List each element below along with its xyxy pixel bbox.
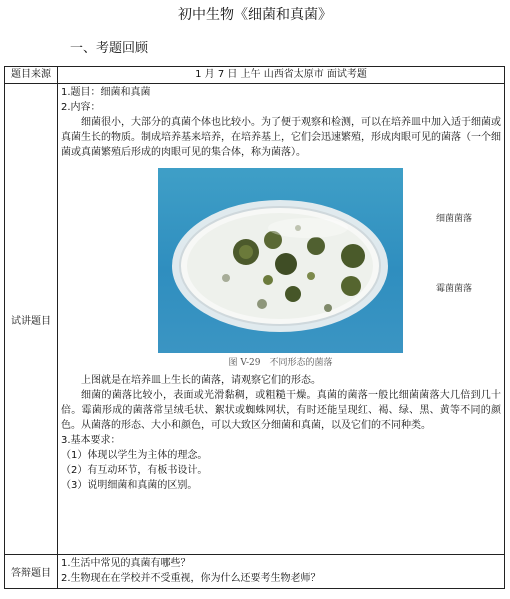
- answer-question-2: 2.生物现在在学校并不受重视，你为什么还要考生物老师？: [61, 573, 321, 584]
- petri-dish-photo: [158, 168, 403, 353]
- exam-table: [4, 66, 505, 589]
- requirements-heading: 3.基本要求：: [61, 435, 121, 446]
- requirement-2: （2）有互动环节，有板书设计。: [61, 465, 208, 476]
- figure: [158, 168, 484, 373]
- figure-caption: 图 V-29 不同形态的菌落: [228, 358, 333, 368]
- topic-label: 试讲题目: [5, 84, 58, 555]
- answer-question-1: 1.生活中常见的真菌有哪些？: [61, 558, 191, 569]
- source-row: [5, 67, 505, 84]
- topic-content: [58, 84, 505, 555]
- topic-title-line: 1.题目：细菌和真菌: [61, 87, 151, 98]
- petri-dish-illustration: [158, 168, 403, 353]
- content-paragraph-1: 细菌很小，大部分的真菌个体也比较小。为了便于观察和检测，可以在培养皿中加入适于细菌或真菌生长的物质。制成培养基来培养，在培养基上，它们会迅速繁殖，形成肉眼可见的菌落（一个细菌或真菌繁殖后形成的肉眼可见的集合体，称为菌落）。: [61, 117, 501, 158]
- section-heading: 一、考题回顾: [70, 41, 149, 56]
- content-heading: 2.内容：: [61, 102, 101, 113]
- bacteria-colony-label: 细菌菌落: [436, 214, 473, 224]
- source-value: 1 月 7 日 上午 山西省太原市 面试考题: [58, 67, 505, 84]
- page-title: 初中生物《细菌和真菌》: [178, 7, 332, 23]
- answer-label: 答辩题目: [5, 555, 58, 589]
- mold-colony-label: 霉菌菌落: [436, 284, 473, 294]
- requirement-1: （1）体现以学生为主体的理念。: [61, 450, 208, 461]
- content-paragraph-2: 上图就是在培养皿上生长的菌落，请观察它们的形态。: [81, 375, 321, 386]
- source-label: 题目来源: [5, 67, 58, 84]
- answer-content: [58, 555, 505, 589]
- content-paragraph-3: 细菌的菌落比较小，表面或光滑黏稠，或粗糙干燥。真菌的菌落一般比细菌菌落大几倍到几十倍。霉菌形成的菌落常呈绒毛状、絮状或蜘蛛网状，有时还能呈现红、褐、绿、黑、黄等不同的颜色。从菌落的形态、大小和颜色，可以大致区分细菌和真菌，以及它们的不同种类。: [61, 390, 501, 431]
- topic-row: [5, 84, 505, 555]
- requirement-3: （3）说明细菌和真菌的区别。: [61, 480, 198, 491]
- answer-row: [5, 555, 505, 589]
